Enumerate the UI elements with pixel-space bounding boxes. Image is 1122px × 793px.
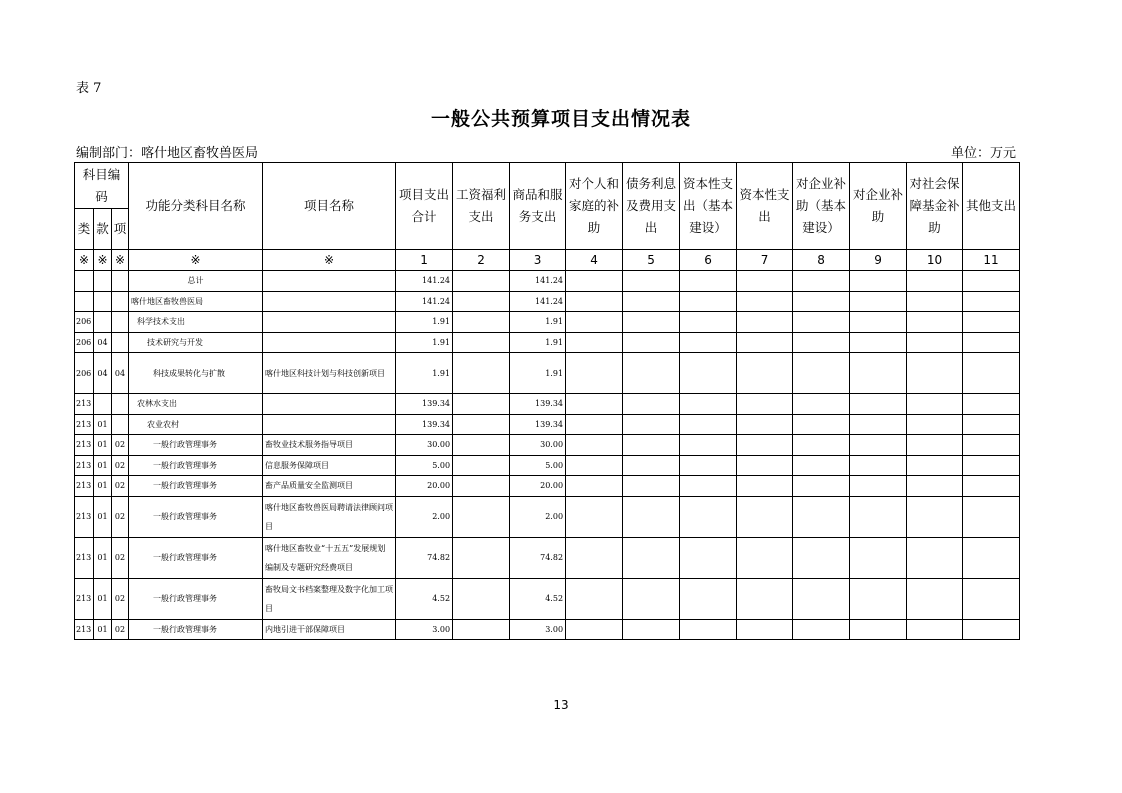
code-kuan-cell: 01 [94,435,112,456]
index-cell: 6 [680,250,737,271]
total-cell: 3.00 [396,619,453,640]
header-xiang: 项 [112,209,129,250]
enterprise-basic-cell [793,394,850,415]
personal-cell [566,619,623,640]
code-kuan-cell [94,312,112,333]
goods-cell: 4.52 [510,578,566,619]
code-kuan-cell: 01 [94,537,112,578]
code-kuan-cell: 04 [94,353,112,394]
table-row [75,332,1020,353]
goods-cell: 3.00 [510,619,566,640]
index-cell: ※ [94,250,112,271]
index-cell: 3 [510,250,566,271]
code-kuan-cell [94,271,112,292]
enterprise-cell [850,353,907,394]
enterprise-cell [850,537,907,578]
debt-cell [623,476,680,497]
function-name-cell: 技术研究与开发 [129,332,263,353]
other-cell [963,332,1020,353]
personal-cell [566,394,623,415]
capital-basic-cell [680,353,737,394]
capital-cell [737,394,793,415]
header-salary: 工资福利支出 [453,163,510,250]
social-cell [907,578,963,619]
personal-cell [566,496,623,537]
function-name-cell: 一般行政管理事务 [129,537,263,578]
total-cell: 139.34 [396,414,453,435]
salary-cell [453,291,510,312]
function-name-cell: 一般行政管理事务 [129,578,263,619]
debt-cell [623,312,680,333]
goods-cell: 2.00 [510,496,566,537]
code-kuan-cell: 01 [94,476,112,497]
total-cell: 2.00 [396,496,453,537]
enterprise-basic-cell [793,271,850,292]
code-xiang-cell: 02 [112,435,129,456]
personal-cell [566,476,623,497]
enterprise-basic-cell [793,353,850,394]
other-cell [963,353,1020,394]
enterprise-cell [850,271,907,292]
code-kuan-cell [94,291,112,312]
code-lei-cell: 213 [75,435,94,456]
enterprise-cell [850,414,907,435]
header-lei: 类 [75,209,94,250]
header-other: 其他支出 [963,163,1020,250]
capital-basic-cell [680,414,737,435]
goods-cell: 74.82 [510,537,566,578]
total-cell: 1.91 [396,312,453,333]
capital-cell [737,353,793,394]
social-cell [907,271,963,292]
code-xiang-cell [112,414,129,435]
capital-cell [737,619,793,640]
debt-cell [623,496,680,537]
project-name-cell [263,414,396,435]
code-xiang-cell [112,291,129,312]
social-cell [907,312,963,333]
project-name-cell: 信息服务保障项目 [263,455,396,476]
total-cell: 4.52 [396,578,453,619]
index-cell: 11 [963,250,1020,271]
capital-cell [737,271,793,292]
debt-cell [623,332,680,353]
index-cell: 4 [566,250,623,271]
debt-cell [623,578,680,619]
personal-cell [566,414,623,435]
code-lei-cell: 213 [75,394,94,415]
salary-cell [453,394,510,415]
code-xiang-cell [112,332,129,353]
salary-cell [453,496,510,537]
salary-cell [453,619,510,640]
debt-cell [623,271,680,292]
social-cell [907,455,963,476]
code-lei-cell: 213 [75,414,94,435]
goods-cell: 141.24 [510,291,566,312]
goods-cell: 139.34 [510,414,566,435]
capital-basic-cell [680,578,737,619]
project-name-cell [263,271,396,292]
code-kuan-cell: 01 [94,455,112,476]
capital-cell [737,414,793,435]
code-lei-cell [75,291,94,312]
page-title: 一般公共预算项目支出情况表 [430,108,691,130]
social-cell [907,435,963,456]
total-cell: 5.00 [396,455,453,476]
social-cell [907,291,963,312]
project-name-cell [263,332,396,353]
other-cell [963,455,1020,476]
capital-basic-cell [680,496,737,537]
index-cell: 5 [623,250,680,271]
enterprise-basic-cell [793,537,850,578]
total-cell: 30.00 [396,435,453,456]
budget-table [74,162,1020,640]
debt-cell [623,394,680,415]
header-total: 项目支出合计 [396,163,453,250]
capital-basic-cell [680,332,737,353]
debt-cell [623,455,680,476]
table-row [75,394,1020,415]
function-name-cell: 一般行政管理事务 [129,496,263,537]
table-row [75,476,1020,497]
index-cell: 8 [793,250,850,271]
header-subject-code: 科目编码 [75,163,129,209]
code-lei-cell: 213 [75,455,94,476]
enterprise-basic-cell [793,435,850,456]
social-cell [907,332,963,353]
capital-basic-cell [680,537,737,578]
other-cell [963,291,1020,312]
index-cell: 10 [907,250,963,271]
debt-cell [623,537,680,578]
table-label: 表 7 [76,81,102,96]
code-xiang-cell [112,394,129,415]
code-xiang-cell: 02 [112,476,129,497]
capital-basic-cell [680,291,737,312]
function-name-cell: 一般行政管理事务 [129,476,263,497]
personal-cell [566,353,623,394]
header-kuan: 款 [94,209,112,250]
enterprise-basic-cell [793,578,850,619]
debt-cell [623,435,680,456]
salary-cell [453,476,510,497]
goods-cell: 1.91 [510,312,566,333]
index-cell: 9 [850,250,907,271]
enterprise-basic-cell [793,414,850,435]
personal-cell [566,271,623,292]
header-personal: 对个人和家庭的补助 [566,163,623,250]
code-kuan-cell: 01 [94,496,112,537]
social-cell [907,496,963,537]
social-cell [907,476,963,497]
debt-cell [623,414,680,435]
function-name-cell: 喀什地区畜牧兽医局 [129,291,263,312]
other-cell [963,312,1020,333]
debt-cell [623,291,680,312]
project-name-cell: 畜牧局文书档案整理及数字化加工项目 [263,578,396,619]
salary-cell [453,435,510,456]
capital-basic-cell [680,271,737,292]
total-cell: 74.82 [396,537,453,578]
capital-cell [737,578,793,619]
enterprise-cell [850,619,907,640]
table-row [75,619,1020,640]
project-name-cell: 畜牧业技术服务指导项目 [263,435,396,456]
enterprise-cell [850,312,907,333]
other-cell [963,496,1020,537]
function-name-cell: 科学技术支出 [129,312,263,333]
code-kuan-cell: 04 [94,332,112,353]
capital-cell [737,455,793,476]
enterprise-basic-cell [793,291,850,312]
code-xiang-cell: 02 [112,578,129,619]
enterprise-cell [850,476,907,497]
table-row [75,455,1020,476]
code-kuan-cell: 01 [94,414,112,435]
other-cell [963,435,1020,456]
table-row [75,353,1020,394]
personal-cell [566,312,623,333]
personal-cell [566,435,623,456]
index-row [75,250,1020,271]
total-cell: 1.91 [396,332,453,353]
function-name-cell: 科技成果转化与扩散 [129,353,263,394]
social-cell [907,619,963,640]
capital-cell [737,496,793,537]
goods-cell: 1.91 [510,353,566,394]
total-cell: 1.91 [396,353,453,394]
function-name-cell: 一般行政管理事务 [129,435,263,456]
goods-cell: 141.24 [510,271,566,292]
enterprise-basic-cell [793,312,850,333]
code-kuan-cell: 01 [94,578,112,619]
capital-cell [737,332,793,353]
table-row [75,578,1020,619]
index-cell: 1 [396,250,453,271]
header-social: 对社会保障基金补助 [907,163,963,250]
capital-cell [737,476,793,497]
capital-cell [737,435,793,456]
header-debt: 债务利息及费用支出 [623,163,680,250]
code-lei-cell: 206 [75,353,94,394]
header-enterprise-basic: 对企业补助（基本建设） [793,163,850,250]
project-name-cell [263,394,396,415]
code-xiang-cell: 04 [112,353,129,394]
capital-cell [737,537,793,578]
index-cell: 7 [737,250,793,271]
personal-cell [566,291,623,312]
goods-cell: 30.00 [510,435,566,456]
code-xiang-cell: 02 [112,537,129,578]
header-capital-basic: 资本性支出（基本建设） [680,163,737,250]
debt-cell [623,353,680,394]
header-project-name: 项目名称 [263,163,396,250]
project-name-cell [263,312,396,333]
other-cell [963,394,1020,415]
department-label: 编制部门：喀什地区畜牧兽医局 [76,146,259,161]
project-name-cell: 喀什地区畜牧业“十五五”发展规划编制及专题研究经费项目 [263,537,396,578]
total-cell: 139.34 [396,394,453,415]
other-cell [963,271,1020,292]
enterprise-cell [850,496,907,537]
code-xiang-cell [112,271,129,292]
salary-cell [453,455,510,476]
social-cell [907,537,963,578]
table-row [75,271,1020,292]
table-row [75,496,1020,537]
table-row [75,435,1020,456]
code-kuan-cell [94,394,112,415]
enterprise-cell [850,455,907,476]
enterprise-cell [850,332,907,353]
project-name-cell: 内地引进干部保障项目 [263,619,396,640]
code-lei-cell: 213 [75,619,94,640]
salary-cell [453,312,510,333]
project-name-cell: 畜产品质量安全监测项目 [263,476,396,497]
capital-basic-cell [680,435,737,456]
index-cell: ※ [263,250,396,271]
capital-basic-cell [680,455,737,476]
function-name-cell: 农业农村 [129,414,263,435]
social-cell [907,414,963,435]
project-name-cell: 喀什地区科技计划与科技创新项目 [263,353,396,394]
salary-cell [453,578,510,619]
function-name-cell: 一般行政管理事务 [129,455,263,476]
salary-cell [453,271,510,292]
capital-basic-cell [680,394,737,415]
code-xiang-cell: 02 [112,455,129,476]
goods-cell: 5.00 [510,455,566,476]
index-cell: 2 [453,250,510,271]
code-kuan-cell: 01 [94,619,112,640]
header-enterprise: 对企业补助 [850,163,907,250]
code-lei-cell [75,271,94,292]
capital-basic-cell [680,476,737,497]
personal-cell [566,578,623,619]
header-function-name: 功能分类科目名称 [129,163,263,250]
project-name-cell: 喀什地区畜牧兽医局聘请法律顾问项目 [263,496,396,537]
other-cell [963,578,1020,619]
code-lei-cell: 213 [75,476,94,497]
enterprise-basic-cell [793,619,850,640]
code-xiang-cell [112,312,129,333]
capital-cell [737,291,793,312]
index-cell: ※ [112,250,129,271]
salary-cell [453,414,510,435]
enterprise-cell [850,578,907,619]
debt-cell [623,619,680,640]
code-lei-cell: 206 [75,312,94,333]
index-cell: ※ [129,250,263,271]
code-lei-cell: 213 [75,496,94,537]
enterprise-cell [850,291,907,312]
capital-basic-cell [680,312,737,333]
table-row [75,414,1020,435]
salary-cell [453,537,510,578]
salary-cell [453,353,510,394]
social-cell [907,353,963,394]
goods-cell: 20.00 [510,476,566,497]
project-name-cell [263,291,396,312]
enterprise-basic-cell [793,332,850,353]
capital-cell [737,312,793,333]
header-goods: 商品和服务支出 [510,163,566,250]
table-row [75,537,1020,578]
enterprise-basic-cell [793,496,850,537]
function-name-cell: 总计 [129,271,263,292]
goods-cell: 1.91 [510,332,566,353]
header-capital: 资本性支出 [737,163,793,250]
enterprise-basic-cell [793,476,850,497]
personal-cell [566,332,623,353]
code-lei-cell: 206 [75,332,94,353]
index-cell: ※ [75,250,94,271]
unit-label: 单位：万元 [950,146,1016,161]
total-cell: 141.24 [396,271,453,292]
other-cell [963,619,1020,640]
table-row [75,291,1020,312]
code-xiang-cell: 02 [112,619,129,640]
table-row [75,312,1020,333]
salary-cell [453,332,510,353]
enterprise-cell [850,435,907,456]
page-number: 13 [553,698,569,712]
function-name-cell: 一般行政管理事务 [129,619,263,640]
social-cell [907,394,963,415]
other-cell [963,537,1020,578]
total-cell: 141.24 [396,291,453,312]
other-cell [963,414,1020,435]
capital-basic-cell [680,619,737,640]
personal-cell [566,455,623,476]
code-lei-cell: 213 [75,578,94,619]
total-cell: 20.00 [396,476,453,497]
code-xiang-cell: 02 [112,496,129,537]
other-cell [963,476,1020,497]
enterprise-basic-cell [793,455,850,476]
enterprise-cell [850,394,907,415]
goods-cell: 139.34 [510,394,566,415]
personal-cell [566,537,623,578]
function-name-cell: 农林水支出 [129,394,263,415]
code-lei-cell: 213 [75,537,94,578]
